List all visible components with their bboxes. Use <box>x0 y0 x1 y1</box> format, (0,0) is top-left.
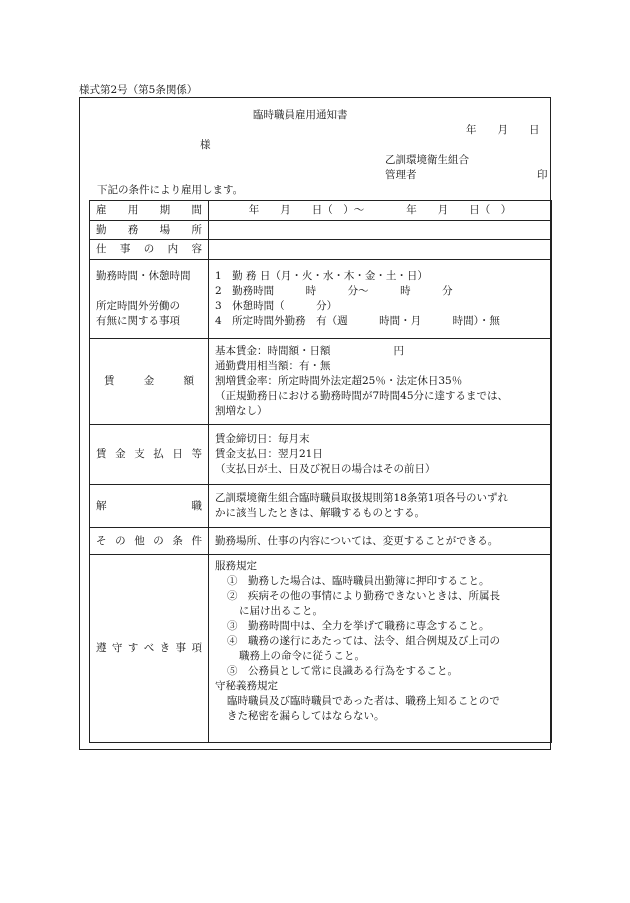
payday-line: （支払日が土、日及び祝日の場合はその前日） <box>215 463 436 475</box>
hours-line: 1 勤 務 日（月・火・水・木・金・土・日） <box>215 270 428 282</box>
wage-line: 通勤費用相当額：有・無 <box>215 360 331 372</box>
wage-line: 割増なし） <box>215 405 268 417</box>
service-rules-heading: 服務規定 <box>215 560 257 572</box>
label-text: 賃 金 額 <box>104 375 194 387</box>
row-employment-period <box>90 201 552 221</box>
wage-line: 基本賃金：時間額・日額 円 <box>215 345 404 357</box>
row-other-conditions <box>90 528 552 555</box>
row-payday <box>90 425 552 485</box>
row-rules <box>90 555 552 743</box>
label-rules <box>90 555 209 743</box>
rule-item: ① 勤務した場合は、臨時職員出勤簿に押印すること。 <box>227 575 490 587</box>
rule-item: ③ 勤務時間中は、全力を挙げて職務に専念すること。 <box>227 620 490 632</box>
seal-mark: 印 <box>537 169 548 181</box>
label-text: 遵 守 す べ き 事 項 <box>96 642 202 654</box>
label-dismissal <box>90 485 209 528</box>
document-title: 臨時職員雇用通知書 <box>253 109 348 121</box>
label-employment-period <box>90 201 209 221</box>
row-working-hours <box>90 260 552 339</box>
label-text: 解 職 <box>96 499 202 512</box>
secrecy-line: きた秘密を漏らしてはならない。 <box>227 710 385 722</box>
form-number: 様式第2号（第5条関係） <box>79 84 198 96</box>
conditions-table <box>89 200 552 743</box>
label-work-content <box>90 240 209 260</box>
intro-text: 下記の条件により雇用します。 <box>97 184 244 196</box>
rule-item: ④ 職務の遂行にあたっては、法令、組合例規及び上司の <box>227 635 500 647</box>
recipient-suffix: 様 <box>200 139 211 151</box>
rule-item: ⑤ 公務員として常に良識ある行為をすること。 <box>227 665 458 677</box>
issuer-organization: 乙訓環境衛生組合 <box>385 154 469 166</box>
label-text: 仕 事 の 内 容 <box>96 243 202 255</box>
payday-line: 賃金締切日：毎月末 <box>215 433 310 445</box>
hours-line: 4 所定時間外勤務 有（週 時間・月 時間）・無 <box>215 315 500 327</box>
label-text: 勤 務 場 所 <box>96 223 202 236</box>
row-dismissal <box>90 485 552 528</box>
employment-period-value: 年 月 日（ ）～ 年 月 日（ ） <box>209 201 552 221</box>
issuer-title: 管理者 <box>385 169 417 181</box>
payday-line: 賃金支払日：翌月21日 <box>215 448 323 460</box>
label-line-1: 勤務時間・休憩時間 <box>96 270 191 282</box>
payday-value <box>209 425 552 485</box>
other-conditions-value: 勤務場所、仕事の内容については、変更することができる。 <box>209 528 552 555</box>
wage-line: （正規勤務日における勤務時間が7時間45分に達するまでは、 <box>215 390 509 402</box>
secrecy-rules-heading: 守秘義務規定 <box>215 680 278 692</box>
hours-line: 2 勤務時間 時 分～ 時 分 <box>215 285 453 297</box>
row-work-place <box>90 221 552 240</box>
row-wage <box>90 339 552 425</box>
label-wage <box>90 339 209 425</box>
label-work-place <box>90 221 209 240</box>
label-other-conditions <box>90 528 209 555</box>
label-text: 雇 用 期 間 <box>96 204 202 216</box>
rule-item-continued: 職務上の命令に従うこと。 <box>239 650 365 662</box>
work-content-value <box>209 240 552 260</box>
rules-value <box>209 555 552 743</box>
label-text: 賃 金 支 払 日 等 <box>96 448 202 460</box>
row-work-content <box>90 240 552 260</box>
wage-value <box>209 339 552 425</box>
label-text: そ の 他 の 条 件 <box>96 534 202 547</box>
dismissal-line: かに該当したときは、解職するものとする。 <box>215 507 425 519</box>
issue-date: 年 月 日 <box>466 124 540 136</box>
secrecy-line: 臨時職員及び臨時職員であった者は、職務上知ることので <box>227 695 500 707</box>
dismissal-line: 乙訓環境衛生組合臨時職員取扱規則第18条第1項各号のいずれ <box>215 492 509 504</box>
label-line-2: 所定時間外労働の <box>96 300 180 312</box>
working-hours-value <box>209 260 552 339</box>
wage-line: 割増賃金率：所定時間外法定超25％・法定休日35％ <box>215 375 463 387</box>
label-payday <box>90 425 209 485</box>
rule-item-continued: に届け出ること。 <box>239 605 323 617</box>
rule-item: ② 疾病その他の事情により勤務できないときは、所属長 <box>227 590 500 602</box>
hours-line: 3 休憩時間（ 分） <box>215 300 338 312</box>
label-line-3: 有無に関する事項 <box>96 315 180 327</box>
work-place-value <box>209 221 552 240</box>
dismissal-value <box>209 485 552 528</box>
label-working-hours <box>90 260 209 339</box>
